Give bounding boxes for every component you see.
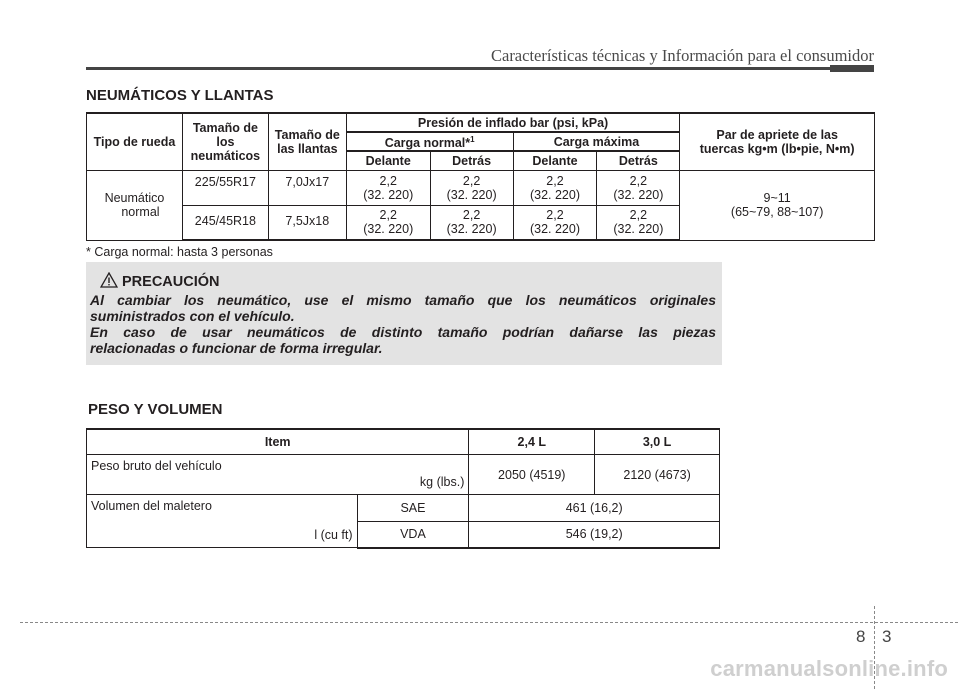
pressure-bar: 2,2 xyxy=(462,173,481,188)
gross-weight-label: Peso bruto del vehículo xyxy=(91,459,222,473)
pressure-detail: (32. 220) xyxy=(529,222,580,237)
caution-line-4: relacionadas o funcionar de forma irregular. xyxy=(90,340,383,356)
header-normal-load-text: Carga normal* xyxy=(384,136,471,151)
caution-box xyxy=(86,262,722,365)
pressure-cell xyxy=(597,170,680,205)
tires-table xyxy=(86,112,875,241)
header-normal-load-sup: 1 xyxy=(470,135,475,144)
header-wheel-type: Tipo de rueda xyxy=(87,113,183,170)
header-pressure: Presión de inflado bar (psi, kPa) xyxy=(346,113,680,132)
header-item: Item xyxy=(87,429,469,455)
torque-cell xyxy=(680,170,875,240)
pressure-detail: (32. 220) xyxy=(363,187,414,202)
pressure-bar: 2,2 xyxy=(546,173,564,188)
header-engine-30: 3,0 L xyxy=(595,429,720,455)
pressure-cell xyxy=(430,170,513,205)
weight-section-title: PESO Y VOLUMEN xyxy=(88,401,223,418)
page-number-chapter: 8 xyxy=(856,627,866,646)
pressure-detail: (32. 220) xyxy=(363,222,414,237)
table-header-row xyxy=(87,429,720,455)
torque-l2: (65~79, 88~107) xyxy=(730,205,824,220)
header-rear-max: Detrás xyxy=(597,151,680,170)
pressure-bar: 2,2 xyxy=(629,173,648,188)
trunk-volume-unit: l (cu ft) xyxy=(314,528,353,542)
tire-size-cell: 245/45R18 xyxy=(182,205,268,240)
watermark-text: carmanualsonline.info xyxy=(710,656,948,681)
header-max-load: Carga máxima xyxy=(513,132,680,151)
header-tire-size-l1: Tamaño de los xyxy=(192,120,258,149)
pressure-cell xyxy=(513,170,597,205)
table-row xyxy=(87,455,720,495)
header-torque xyxy=(680,113,875,170)
header-normal-load xyxy=(346,132,513,151)
pressure-bar: 2,2 xyxy=(462,208,481,223)
pressure-bar: 2,2 xyxy=(629,208,648,223)
trunk-volume-label: Volumen del maletero xyxy=(91,499,212,513)
trunk-volume-label-cell xyxy=(87,495,358,548)
caution-line-2: suministrados con el vehículo. xyxy=(90,308,295,324)
tires-section-title: NEUMÁTICOS Y LLANTAS xyxy=(86,87,274,104)
header-rule-end xyxy=(830,65,874,72)
header-rim-size xyxy=(268,113,346,170)
gross-weight-unit: kg (lbs.) xyxy=(419,475,465,489)
header-engine-24: 2,4 L xyxy=(469,429,595,455)
tires-footnote: * Carga normal: hasta 3 personas xyxy=(86,245,273,259)
pressure-bar: 2,2 xyxy=(379,173,397,188)
wheel-type-cell xyxy=(87,170,183,240)
sae-label: SAE xyxy=(357,495,469,522)
page-number-page: 3 xyxy=(882,627,892,646)
pressure-cell xyxy=(597,205,680,240)
caution-header xyxy=(100,272,712,292)
weight-volume-table xyxy=(86,428,720,549)
pressure-cell xyxy=(513,205,597,240)
pressure-cell xyxy=(430,205,513,240)
header-rim-size-l2: las llantas xyxy=(277,141,338,156)
rim-size-cell: 7,5Jx18 xyxy=(268,205,346,240)
table-row xyxy=(87,170,875,205)
pressure-detail: (32. 220) xyxy=(446,222,497,237)
pressure-detail: (32. 220) xyxy=(446,187,497,202)
header-rim-size-l1: Tamaño de xyxy=(274,127,340,142)
header-front-max: Delante xyxy=(513,151,597,170)
header-rule xyxy=(86,67,874,70)
header-torque-l2: tuercas kg•m (lb•pie, N•m) xyxy=(699,141,855,156)
caution-line-3: En caso de usar neumáticos de distinto tamaño podrían dañarse las piezas xyxy=(90,324,716,340)
torque-l1: 9~11 xyxy=(763,191,791,206)
wheel-type-l2: normal xyxy=(121,205,160,220)
gross-weight-label-cell xyxy=(87,455,469,495)
pressure-cell xyxy=(346,205,430,240)
footer-dashed-rule xyxy=(20,622,958,623)
chapter-title: Características técnicas y Información para el consumidor xyxy=(490,46,874,65)
pressure-bar: 2,2 xyxy=(546,208,564,223)
table-row xyxy=(87,495,720,522)
caution-line-1: Al cambiar los neumático, use el mismo tamaño que los neumáticos originales xyxy=(90,292,716,308)
gross-weight-value-24: 2050 (4519) xyxy=(469,455,595,495)
pressure-detail: (32. 220) xyxy=(613,187,664,202)
header-tire-size xyxy=(182,113,268,170)
vda-label: VDA xyxy=(357,521,469,548)
warning-triangle-icon xyxy=(100,272,118,293)
pressure-cell xyxy=(346,170,430,205)
vda-value: 546 (19,2) xyxy=(469,521,720,548)
pressure-detail: (32. 220) xyxy=(613,222,664,237)
rim-size-cell: 7,0Jx17 xyxy=(268,170,346,205)
header-front-normal: Delante xyxy=(346,151,430,170)
header-rear-normal: Detrás xyxy=(430,151,513,170)
pressure-detail: (32. 220) xyxy=(529,187,580,202)
header-tire-size-l2: neumáticos xyxy=(190,148,261,163)
sae-value: 461 (16,2) xyxy=(469,495,720,522)
wheel-type-l1: Neumático xyxy=(104,191,165,206)
tire-size-cell: 225/55R17 xyxy=(182,170,268,205)
caution-title: PRECAUCIÓN xyxy=(122,274,220,290)
pressure-bar: 2,2 xyxy=(379,208,397,223)
gross-weight-value-30: 2120 (4673) xyxy=(595,455,720,495)
header-torque-l1: Par de apriete de las xyxy=(716,127,838,142)
